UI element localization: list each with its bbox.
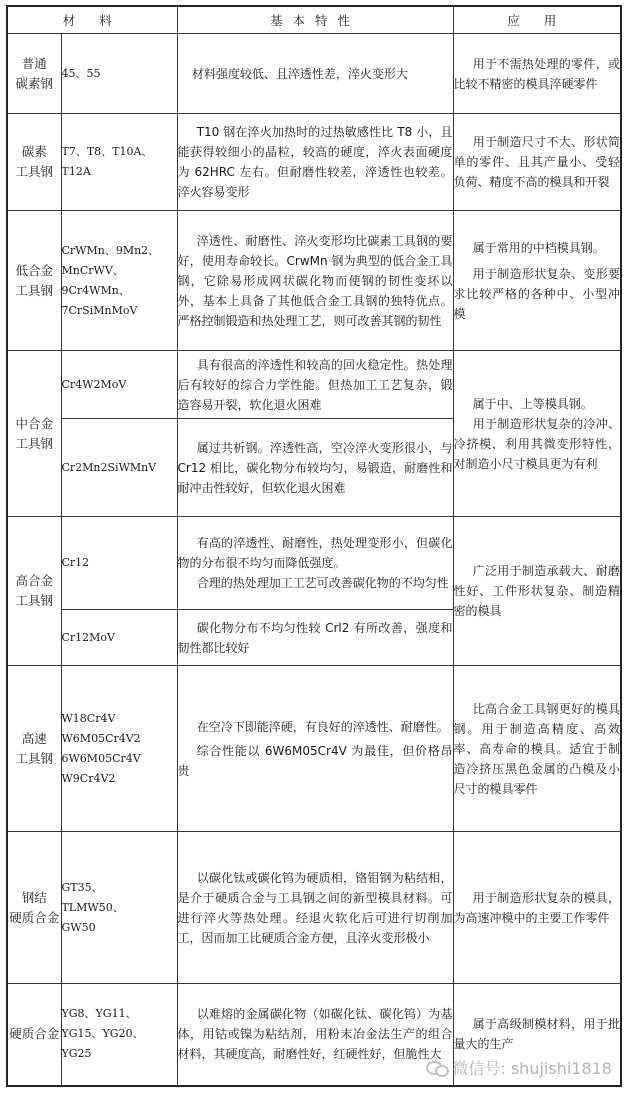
application-cell: 用于不需热处理的零件，或比较不精密的模具淬硬零件 [453, 34, 621, 114]
category-cell: 高速 工具钢 [7, 666, 61, 832]
header-property: 基本特性 [177, 6, 453, 34]
property-cell: 属过共析钢。淬透性高，空冷淬火变形很小，与 Cr12 相比，碳化物分布较均匀，易锻造，耐磨性和耐冲击性较好，但软化退火困难 [177, 419, 453, 517]
material-cell: Cr4W2MoV [61, 351, 177, 419]
watermark-text: 微信号: shujishi1818 [452, 1059, 612, 1078]
material-cell: T7、T8、T10A、 T12A [61, 114, 177, 211]
application-cell: 用于制造形状复杂的模具，为高速冲模中的主要工作零件 [453, 832, 621, 984]
property-cell: 淬透性、耐磨性、淬火变形均比碳素工具钢的要好，使用寿命较长。CrwMn 钢为典型的低合金工具钢，它除易形成网状碳化物而使钢的韧性变坏以外，基本上具备了其他低合金工具钢的独特优点。严格控制锻造和热处理工艺，则可改善其钢的韧性 [177, 211, 453, 351]
property-cell: 以难熔的金属碳化物（如碳化钛、碳化钨）为基体，用钴或镍为粘结剂，用粉末冶金法生产的组合材料，其硬度高，耐磨性好，红硬性好，但脆性大 [177, 984, 453, 1086]
property-cell: 材料强度较低、且淬透性差，淬火变形大 [177, 34, 453, 114]
category-cell: 硬质合金 [7, 984, 61, 1086]
property-cell: 在空冷下即能淬硬，有良好的淬透性、耐磨性。 综合性能以 6W6M05Cr4V 为最佳，但价格昂贵 [177, 666, 453, 832]
application-cell: 用于制造尺寸不大、形状简单的零件、且其产量小、受轻负荷、精度不高的模具和开裂 [453, 114, 621, 211]
category-cell: 中合金 工具钢 [7, 351, 61, 517]
application-cell: 属于高级制模材料，用于批量大的生产 [453, 984, 621, 1086]
header-row [7, 6, 621, 34]
property-cell: 有高的淬透性、耐磨性，热处理变形小，但碳化物的分布很不均匀而降低强度。 合理的热处理加工工艺可改善碳化物的不均匀性 [177, 517, 453, 610]
category-cell: 普通 碳素钢 [7, 34, 61, 114]
table-row [7, 114, 621, 211]
application-cell: 属于常用的中档模具钢。 用于制造形状复杂、变形要求比较严格的各种中、小型冲模 [453, 211, 621, 351]
application-cell: 属于中、上等模具钢。 用于制造形状复杂的冷冲、冷挤模，利用其微变形特性，对制造小尺寸模具更为有利 [453, 351, 621, 517]
category-cell: 碳素 工具钢 [7, 114, 61, 211]
category-cell: 低合金 工具钢 [7, 211, 61, 351]
property-cell: 以碳化钛或碳化钨为硬质相，铬钼钢为粘结相，是介于硬质合金与工具钢之间的新型模具材料。可进行淬火等热处理。经退火软化后可进行切削加工，因而加工比硬质合金方便，且淬火变形极小 [177, 832, 453, 984]
material-cell: W18Cr4V W6M05Cr4V2 6W6M05Cr4V W9Cr4V2 [61, 666, 177, 832]
property-cell: 碳化物分布不均匀性较 Crl2 有所改善，强度和韧性都比较好 [177, 610, 453, 666]
property-cell: 具有很高的淬透性和较高的回火稳定性。热处理后有较好的综合力学性能。但热加工工艺复杂，锻造容易开裂，软化退火困难 [177, 351, 453, 419]
table-row [7, 517, 621, 610]
materials-table [6, 5, 622, 1087]
material-cell: Cr2Mn2SiWMnV [61, 419, 177, 517]
header-application: 应 用 [453, 6, 621, 34]
table-row [7, 832, 621, 984]
property-cell: T10 钢在淬火加热时的过热敏感性比 T8 小，且能获得较细小的晶粒，较高的硬度，淬火表面硬度为 62HRC 左右。但耐磨性较差，淬透性也较差。淬火容易变形 [177, 114, 453, 211]
material-cell: Cr12MoV [61, 610, 177, 666]
application-cell: 比高合金工具钢更好的模具钢。用于制造高精度、高效率、高寿命的模具。适宜于制造冷挤压黑色金属的凸模及小尺寸的模具零件 [453, 666, 621, 832]
table-row [7, 666, 621, 832]
table-row [7, 34, 621, 114]
watermark [426, 1056, 612, 1079]
category-cell: 高合金 工具钢 [7, 517, 61, 666]
material-cell: GT35、 TLMW50、 GW50 [61, 832, 177, 984]
table-row [7, 351, 621, 419]
application-cell: 广泛用于制造承载大、耐磨性好、工件形状复杂、制造精密的模具 [453, 517, 621, 666]
table-row [7, 211, 621, 351]
material-cell: Cr12 [61, 517, 177, 610]
header-material: 材 料 [7, 6, 177, 34]
material-cell: CrWMn、9Mn2、 MnCrWV、 9Cr4WMn、 7CrSiMnMoV [61, 211, 177, 351]
material-cell: YG8、YG11、 YG15、YG20、 YG25 [61, 984, 177, 1086]
material-cell: 45、55 [61, 34, 177, 114]
wechat-icon [426, 1059, 448, 1077]
category-cell: 钢结 硬质合金 [7, 832, 61, 984]
